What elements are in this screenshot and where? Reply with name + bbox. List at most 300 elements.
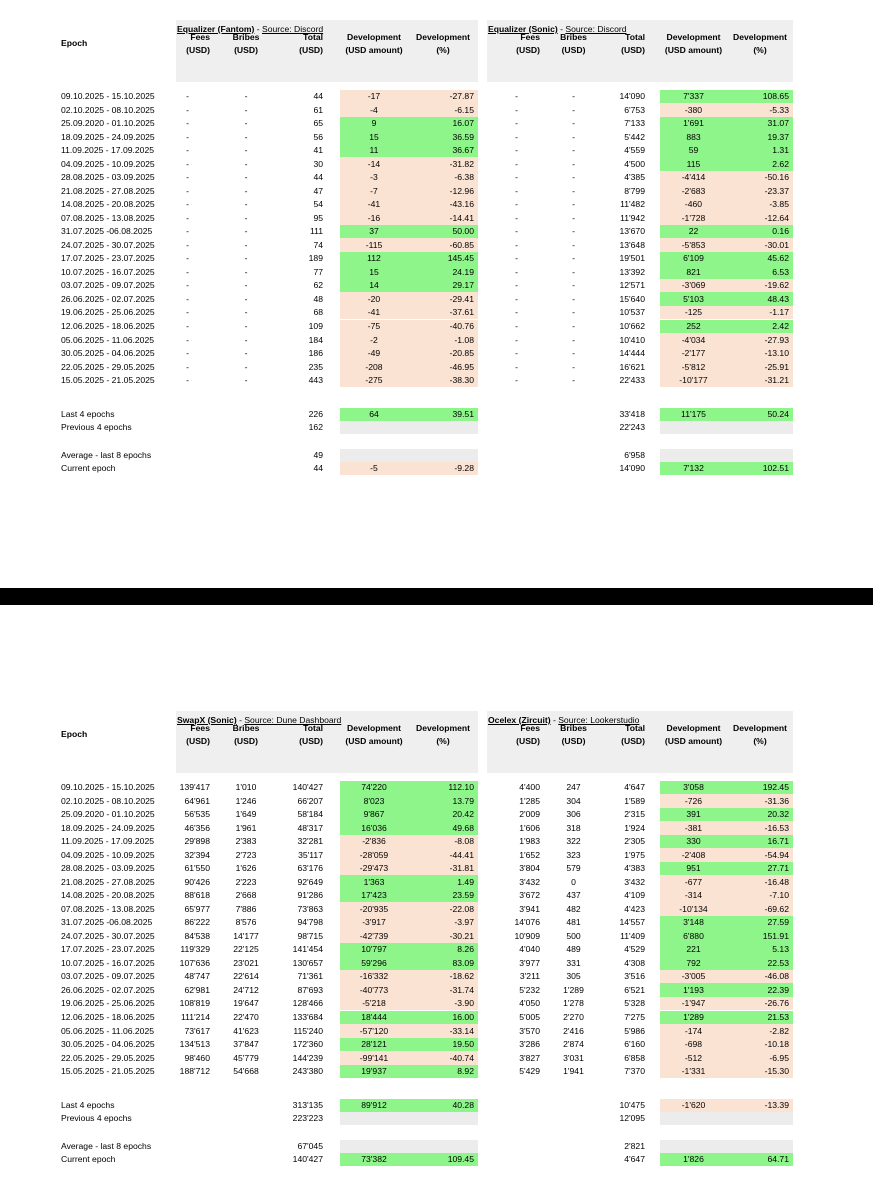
left-cell-fees: 111'214 [180,1012,210,1022]
left-cell-bribes: 14'177 [233,930,259,941]
epoch-label: 31.07.2025 -06.08.2025 [61,917,153,928]
right-summary-last4-total: 33'418 [619,409,645,419]
left-cell-dev-percent: 23.59 [452,890,474,901]
left-cell-dev-amount: 112 [367,253,381,264]
left-cell-dev-percent: 24.19 [452,266,474,277]
left-summary-prev4-total: 223'223 [292,1113,323,1123]
left-cell-bribes: - [244,348,248,359]
right-header-bribes-line2: (USD) [561,735,586,746]
left-cell-dev-percent: -18.62 [449,971,474,982]
right-header-dev_amt-line1: Development [666,32,721,42]
left-cell-dev-percent: 36.67 [452,145,474,156]
left-cell-bribes: - [244,91,248,101]
epoch-label: 17.07.2025 - 23.07.2025 [61,944,155,955]
epoch-label: 11.09.2025 - 17.09.2025 [61,145,155,156]
right-cell-dev-percent: -27.93 [764,334,789,345]
left-cell-dev-percent: -12.96 [449,185,474,196]
left-cell-dev-amount: 10'797 [361,944,387,955]
left-cell-fees: - [186,361,189,372]
epoch-label: 18.09.2025 - 24.09.2025 [61,822,155,833]
right-cell-dev-percent: 151.91 [762,930,789,941]
left-cell-total: 140'427 [292,782,323,792]
left-cell-fees: - [186,118,189,129]
epoch-label: 02.10.2025 - 08.10.2025 [61,104,155,115]
right-cell-bribes: 331 [566,957,581,968]
left-header-dev_amt-line1: Development [347,723,401,733]
left-cell-fees: - [186,91,189,101]
epoch-label: 24.07.2025 - 30.07.2025 [61,930,155,941]
right-summary-last4-dev-amount: 11'175 [681,409,706,419]
left-cell-dev-amount: 17'423 [361,890,387,901]
right-cell-bribes: 500 [566,930,581,941]
right-cell-dev-amount: -512 [684,1052,703,1063]
right-cell-dev-percent: -1.17 [769,307,789,318]
right-cell-dev-amount: -3'005 [681,971,706,982]
left-cell-total: 30 [313,158,323,169]
left-cell-fees: - [186,266,189,277]
right-cell-dev-amount: 221 [686,944,701,955]
left-cell-bribes: 1'246 [235,795,257,806]
left-cell-bribes: - [244,266,248,277]
right-cell-dev-percent: 27.71 [767,863,789,874]
left-summary-last4-dev-percent: 40.28 [452,1100,474,1110]
right-cell-total: 4'559 [624,145,645,156]
right-cell-total: 4'500 [624,158,645,169]
right-summary-current-total: 4'647 [624,1154,645,1164]
left-cell-dev-amount: 9'867 [363,809,385,820]
left-cell-total: 115'240 [293,1025,323,1036]
summary-label-prev4: Previous 4 epochs [61,1113,132,1123]
right-cell-total: 2'315 [624,809,645,820]
right-summary-current-total: 14'090 [619,463,645,473]
right-cell-dev-amount: -10'134 [679,903,708,914]
right-cell-total: 1'589 [624,795,645,806]
right-cell-dev-percent: -15.30 [764,1066,789,1077]
left-header-bribes-line1: Bribes [232,32,260,42]
right-cell-total: 10'537 [619,307,645,318]
right-cell-fees: - [515,334,518,345]
left-summary-blank [340,449,478,463]
left-cell-bribes: 24'712 [233,984,259,995]
right-cell-total: 19'501 [619,253,645,264]
left-cell-total: 44 [313,91,323,101]
left-cell-dev-amount: -5'218 [362,998,386,1009]
left-summary-blank [340,421,478,435]
right-cell-total: 13'648 [619,239,645,250]
left-header-dev_pct-line1: Development [416,723,470,733]
right-header-total-line1: Total [625,723,645,733]
right-cell-dev-amount: 330 [686,836,701,847]
left-cell-fees: - [186,280,189,291]
right-cell-fees: 1'606 [519,822,540,833]
left-cell-bribes: - [244,199,248,210]
left-cell-bribes: 45'779 [233,1052,259,1063]
right-cell-fees: 3'211 [519,971,540,982]
left-cell-dev-percent: -31.82 [449,158,474,169]
right-cell-total: 4'423 [624,903,645,914]
left-cell-dev-amount: -16 [367,212,381,223]
left-cell-dev-percent: 145.45 [447,253,474,264]
right-cell-bribes: - [572,361,575,372]
left-cell-bribes: 8'576 [235,917,257,928]
left-cell-total: 128'466 [292,998,323,1009]
left-cell-total: 130'657 [292,957,323,968]
right-cell-dev-percent: 31.07 [767,118,789,129]
right-header-dev_pct-line2: (%) [753,735,767,746]
epoch-label: 25.09.2020 - 01.10.2025 [61,809,155,820]
epoch-label: 05.06.2025 - 11.06.2025 [61,334,155,345]
right-cell-dev-amount: -460 [684,199,703,210]
right-cell-dev-percent: 45.62 [767,253,789,264]
left-cell-total: 172'360 [292,1039,323,1050]
right-cell-total: 13'670 [619,226,645,237]
left-cell-bribes: - [244,280,248,291]
left-cell-dev-amount: 15 [369,131,379,142]
left-cell-fees: 134'513 [179,1039,210,1050]
left-summary-last4-dev-amount: 89'912 [361,1100,387,1110]
right-cell-dev-percent: -10.18 [764,1039,789,1050]
right-cell-total: 15'640 [619,293,645,304]
left-summary-avg8-total: 49 [313,450,323,460]
right-cell-dev-percent: 22.53 [767,957,789,968]
right-cell-dev-percent: -54.94 [764,849,789,860]
epoch-label: 28.08.2025 - 03.09.2025 [61,863,155,874]
right-cell-dev-amount: 5'103 [683,293,704,304]
right-cell-fees: - [515,91,518,101]
right-cell-fees: 1'285 [519,795,540,806]
right-cell-bribes: - [572,375,575,386]
left-cell-bribes: - [244,185,248,196]
left-cell-total: 71'361 [297,971,323,982]
right-cell-dev-amount: 22 [688,226,699,237]
right-cell-dev-percent: -12.64 [764,212,789,223]
right-cell-bribes: 579 [566,863,581,874]
epoch-label: 22.05.2025 - 29.05.2025 [61,1052,155,1063]
right-cell-fees: 4'040 [519,944,540,955]
right-cell-total: 22'433 [619,375,645,386]
epoch-label: 05.06.2025 - 11.06.2025 [61,1025,155,1036]
left-cell-bribes: 41'623 [233,1025,259,1036]
epoch-label: 21.08.2025 - 27.08.2025 [61,185,155,196]
right-cell-dev-percent: 19.37 [767,131,789,142]
right-header-bribes-line2: (USD) [561,44,586,55]
right-header-dev_pct-line1: Development [733,723,787,733]
right-cell-bribes: - [572,239,575,250]
right-cell-bribes: 318 [566,822,581,833]
left-cell-dev-percent: -14.41 [449,212,474,223]
right-cell-dev-percent: -69.62 [764,903,789,914]
left-cell-total: 186 [308,348,323,359]
right-header-total-line2: (USD) [621,735,645,746]
source-link[interactable]: Source: Lookerstudio [558,715,640,725]
report-page-1 [0,0,873,588]
right-cell-total: 4'529 [624,944,645,955]
right-cell-total: 4'109 [624,890,645,901]
right-cell-dev-percent: 108.65 [762,91,789,101]
left-cell-fees: 88'618 [184,890,210,901]
right-cell-bribes: 305 [566,971,581,982]
source-link[interactable]: Source: Discord [565,24,627,34]
right-header-dev_amt-line1: Development [666,723,721,733]
right-cell-total: 13'392 [619,266,645,277]
right-cell-dev-percent: 5.13 [772,944,789,955]
left-cell-total: 87'693 [297,984,323,995]
source-name: Equalizer (Fantom) [177,24,255,34]
right-summary-prev4-total: 12'095 [619,1113,645,1123]
right-cell-fees: - [515,321,518,331]
left-cell-bribes: - [244,307,248,318]
right-cell-fees: 5'232 [519,984,540,995]
left-cell-fees: - [186,158,189,169]
left-cell-dev-amount: 18'444 [361,1012,387,1022]
right-cell-dev-amount: -677 [684,876,703,887]
epoch-label: 30.05.2025 - 04.06.2025 [61,348,155,359]
left-cell-dev-percent: -6.38 [454,172,474,183]
right-cell-bribes: 1'289 [563,984,584,995]
right-cell-dev-percent: -31.36 [764,795,789,806]
right-cell-total: 16'621 [619,361,645,372]
right-cell-total: 6'753 [624,104,645,115]
right-cell-dev-percent: 192.45 [762,782,789,792]
left-cell-bribes: 2'723 [235,849,257,860]
epoch-label: 03.07.2025 - 09.07.2025 [61,280,155,291]
left-cell-dev-amount: -14 [367,158,381,169]
left-cell-total: 66'207 [297,795,323,806]
left-cell-total: 63'176 [297,863,323,874]
epoch-header: Epoch [61,38,88,48]
left-cell-total: 91'286 [297,890,323,901]
epoch-label: 19.06.2025 - 25.06.2025 [61,998,155,1009]
right-cell-bribes: 437 [566,890,581,901]
left-cell-dev-percent: 112.10 [448,782,474,792]
left-cell-bribes: - [244,118,248,129]
left-cell-fees: - [186,375,189,386]
left-cell-total: 44 [313,172,323,183]
left-cell-fees: 188'712 [179,1066,210,1077]
right-cell-fees: - [515,348,518,359]
left-header-total-line1: Total [303,32,323,42]
left-header-total-line2: (USD) [299,735,323,746]
right-cell-dev-percent: -31.21 [764,375,789,386]
right-cell-dev-amount: 1'289 [683,1012,704,1022]
right-cell-total: 4'308 [624,957,645,968]
left-cell-fees: - [186,145,189,156]
left-cell-dev-amount: -17 [367,91,381,101]
right-cell-fees: - [515,266,518,277]
right-cell-dev-amount: 951 [686,863,701,874]
left-cell-dev-amount: -7 [370,185,378,196]
left-cell-total: 77 [313,266,323,277]
right-cell-dev-amount: 252 [686,321,701,331]
right-cell-fees: - [515,361,518,372]
right-header-fees-line2: (USD) [516,44,540,55]
right-cell-bribes: 3'031 [563,1052,584,1063]
left-summary-current-dev-amount: -5 [370,463,378,473]
left-cell-dev-percent: -37.61 [449,307,474,318]
left-cell-dev-percent: 20.42 [452,809,474,820]
right-summary-current-dev-amount: 1'826 [683,1154,704,1164]
right-cell-dev-amount: 3'148 [683,917,704,928]
left-summary-prev4-total: 162 [308,422,323,432]
right-cell-bribes: - [572,158,575,169]
left-header-dev_amt-line1: Development [347,32,401,42]
epoch-label: 25.09.2020 - 01.10.2025 [61,118,155,129]
right-cell-bribes: - [572,334,575,345]
right-cell-dev-percent: -50.16 [764,172,789,183]
right-cell-total: 2'305 [624,836,645,847]
left-cell-total: 47 [313,185,323,196]
left-cell-total: 443 [308,375,323,386]
epoch-label: 30.05.2025 - 04.06.2025 [61,1039,155,1050]
right-summary-last4-dev-percent: -13.39 [764,1100,789,1110]
left-cell-dev-percent: -31.74 [449,984,474,995]
right-cell-fees: 3'672 [519,890,540,901]
right-header-total-line1: Total [625,32,645,42]
left-cell-bribes: 19'647 [233,998,259,1009]
right-cell-bribes: - [572,104,575,115]
right-cell-dev-percent: 1.31 [772,145,789,156]
left-cell-dev-percent: -22.08 [449,903,474,914]
left-header-bribes-line1: Bribes [232,723,260,733]
left-cell-bribes: - [244,158,248,169]
left-cell-dev-percent: -40.76 [449,321,474,331]
right-cell-dev-percent: -30.01 [764,239,789,250]
left-summary-blank [340,1112,478,1126]
right-cell-bribes: 304 [566,795,581,806]
right-cell-total: 5'328 [624,998,645,1009]
left-cell-total: 62 [313,280,323,291]
epoch-label: 26.06.2025 - 02.07.2025 [61,984,155,995]
left-cell-fees: 119'329 [180,944,210,955]
right-cell-total: 5'442 [624,131,645,142]
left-cell-dev-percent: -20.85 [449,348,474,359]
right-cell-dev-percent: -46.08 [764,971,789,982]
summary-label-current: Current epoch [61,463,116,473]
right-cell-fees: - [515,293,518,304]
right-cell-dev-amount: 7'337 [683,91,704,101]
right-header-fees-line2: (USD) [516,735,540,746]
right-cell-fees: - [515,226,518,237]
right-cell-bribes: - [572,280,575,291]
left-summary-current-dev-amount: 73'382 [361,1154,387,1164]
left-summary-current-dev-percent: 109.45 [447,1154,474,1164]
left-cell-bribes: 2'383 [235,836,257,847]
left-cell-fees: 98'460 [184,1052,210,1063]
summary-label-last4: Last 4 epochs [61,1100,115,1110]
right-cell-dev-amount: 3'058 [683,782,704,792]
right-cell-total: 1'924 [624,822,645,833]
left-cell-bribes: - [244,253,248,264]
epoch-label: 02.10.2025 - 08.10.2025 [61,795,155,806]
right-cell-dev-amount: -380 [684,104,703,115]
left-summary-last4-dev-amount: 64 [369,409,379,419]
right-cell-total: 10'662 [619,321,645,331]
left-cell-total: 41 [313,145,323,156]
right-cell-fees: 3'941 [519,903,540,914]
left-cell-dev-amount: -57'120 [359,1025,389,1036]
right-cell-dev-amount: -174 [684,1025,703,1036]
left-cell-dev-percent: -8.08 [454,836,474,847]
left-cell-total: 32'281 [297,836,323,847]
left-cell-total: 235 [308,361,323,372]
right-cell-dev-amount: 59 [688,145,699,156]
right-cell-total: 5'986 [624,1025,645,1036]
left-cell-bribes: 22'614 [233,971,259,982]
left-cell-bribes: - [244,321,248,331]
right-cell-bribes: - [572,226,575,237]
left-cell-fees: - [186,212,189,223]
left-cell-dev-percent: 19.50 [452,1039,474,1050]
right-cell-dev-percent: -19.62 [764,280,789,291]
right-cell-fees: 4'400 [519,782,540,792]
right-cell-bribes: - [572,185,575,196]
left-cell-bribes: 2'668 [235,890,257,901]
right-cell-dev-percent: -23.37 [764,185,789,196]
right-summary-current-dev-percent: 102.51 [762,463,789,473]
left-cell-dev-percent: -6.15 [454,104,474,115]
right-cell-total: 6'521 [624,984,645,995]
right-cell-bribes: 489 [566,944,581,955]
right-cell-total: 10'410 [619,334,645,345]
left-cell-dev-percent: -1.08 [454,334,474,345]
left-cell-fees: - [186,348,189,359]
right-cell-fees: 3'570 [519,1025,540,1036]
left-cell-dev-amount: -115 [365,239,383,250]
left-cell-dev-amount: 1'363 [363,876,385,887]
source-name: Ocelex (Zircuit) [488,715,551,725]
epoch-label: 21.08.2025 - 27.08.2025 [61,876,155,887]
left-cell-total: 54 [313,199,323,210]
left-cell-bribes: 22'470 [233,1012,259,1022]
right-header-fees-line1: Fees [520,723,540,733]
left-header-fees-line2: (USD) [186,44,210,55]
right-cell-bribes: 481 [566,917,581,928]
right-cell-dev-percent: 16.71 [767,836,789,847]
source-link[interactable]: Source: Dune Dashboard [244,715,342,725]
epoch-label: 10.07.2025 - 16.07.2025 [61,957,155,968]
left-cell-dev-amount: 14 [369,280,379,291]
right-cell-dev-percent: 6.53 [772,266,789,277]
epoch-label: 17.07.2025 - 23.07.2025 [61,253,155,264]
left-cell-fees: - [186,199,189,210]
right-cell-dev-percent: 27.59 [767,917,789,928]
right-cell-dev-amount: -10'177 [679,375,708,386]
right-cell-fees: 14'076 [514,917,540,928]
right-header-total-line2: (USD) [621,44,645,55]
right-cell-fees: - [515,253,518,264]
right-cell-bribes: 0 [571,876,576,887]
left-cell-fees: 61'550 [184,863,210,874]
left-cell-fees: - [186,253,189,264]
left-cell-fees: 90'426 [184,876,210,887]
epoch-label: 09.10.2025 - 15.10.2025 [61,782,155,792]
right-cell-total: 11'409 [620,930,645,941]
source-link[interactable]: Source: Discord [262,24,324,34]
right-cell-dev-amount: -1'947 [681,998,706,1009]
right-cell-bribes: - [572,253,575,264]
left-cell-dev-percent: -3.97 [454,917,474,928]
right-summary-current-dev-percent: 64.71 [767,1154,789,1164]
epoch-label: 07.08.2025 - 13.08.2025 [61,212,155,223]
left-cell-dev-amount: -2'836 [362,836,386,847]
right-cell-dev-percent: -3.85 [769,199,789,210]
right-cell-dev-amount: -1'331 [681,1066,706,1077]
left-summary-current-total: 140'427 [292,1154,323,1164]
right-cell-dev-amount: 6'880 [683,930,704,941]
right-summary-avg8-total: 2'821 [624,1141,645,1151]
epoch-label: 15.05.2025 - 21.05.2025 [61,375,155,386]
left-cell-bribes: - [244,239,248,250]
